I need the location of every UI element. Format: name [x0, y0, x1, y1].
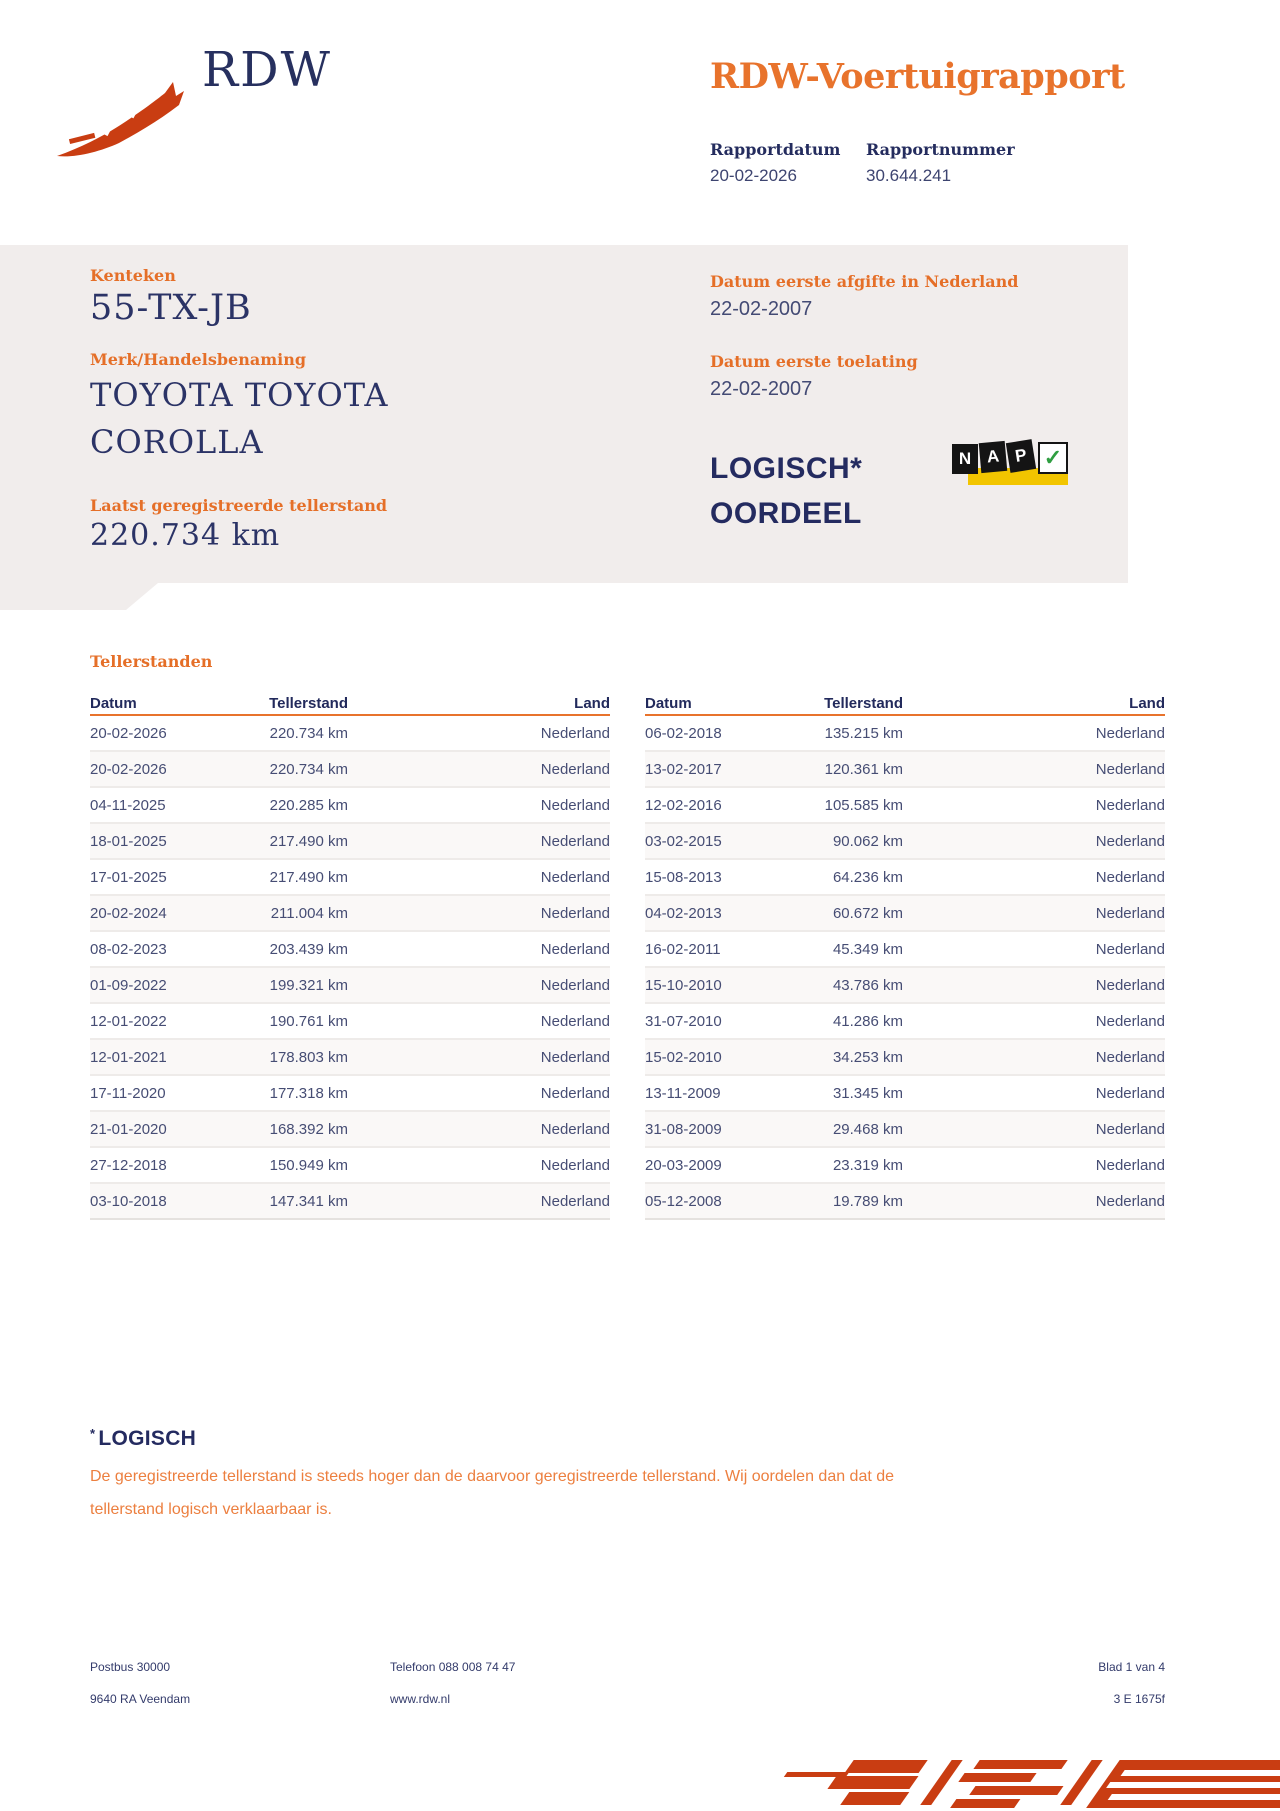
- afgifte-label: Datum eerste afgifte in Nederland: [710, 272, 1019, 291]
- table-cell: 20-02-2026: [90, 724, 167, 742]
- table-cell: 20-02-2026: [90, 760, 167, 778]
- table-cell: 20-03-2009: [645, 1156, 722, 1174]
- table-cell: Nederland: [1095, 1192, 1165, 1210]
- kenteken-value: 55-TX-JB: [90, 288, 252, 328]
- table-row: [90, 786, 610, 822]
- table-row: [645, 894, 1165, 930]
- table-cell: 34.253 km: [832, 1048, 903, 1066]
- table-cell: 150.949 km: [269, 1156, 348, 1174]
- table-row: [90, 1002, 610, 1038]
- table-cell: Nederland: [1095, 904, 1165, 922]
- report-number-label: Rapportnummer: [866, 140, 1015, 159]
- table-cell: 16-02-2011: [645, 940, 721, 958]
- table-row: [645, 786, 1165, 822]
- table-header-row: [645, 688, 1165, 716]
- afgifte-value: 22-02-2007: [710, 298, 813, 320]
- table-cell: 190.761 km: [269, 1012, 348, 1030]
- rdw-logo-icon: [55, 80, 187, 160]
- merk-label: Merk/Handelsbenaming: [90, 350, 307, 369]
- table-cell: Nederland: [1095, 1084, 1165, 1102]
- table-cell: 12-01-2022: [90, 1012, 167, 1030]
- table-row: [90, 894, 610, 930]
- toelating-label: Datum eerste toelating: [710, 352, 918, 371]
- table-row: [90, 930, 610, 966]
- table-cell: 13-02-2017: [645, 760, 722, 778]
- table-cell: 45.349 km: [832, 940, 903, 958]
- table-cell: Nederland: [540, 1012, 610, 1030]
- laatste-tellerstand-value: 220.734 km: [90, 518, 281, 553]
- table-row: [90, 750, 610, 786]
- table-cell: Nederland: [540, 796, 610, 814]
- table-cell: 43.786 km: [832, 976, 903, 994]
- page-title: RDW-Voertuigrapport: [710, 56, 1125, 97]
- column-header-datum: Datum: [90, 695, 137, 712]
- laatste-tellerstand-label: Laatst geregistreerde tellerstand: [90, 496, 388, 515]
- table-cell: 217.490 km: [269, 868, 348, 886]
- table-cell: Nederland: [540, 1084, 610, 1102]
- table-cell: Nederland: [540, 1120, 610, 1138]
- nap-letter-a: A: [979, 441, 1008, 473]
- table-cell: 01-09-2022: [90, 976, 167, 994]
- table-cell: Nederland: [1095, 1156, 1165, 1174]
- table-cell: 08-02-2023: [90, 940, 167, 958]
- rdw-logo-text: RDW: [202, 42, 332, 98]
- table-row: [90, 858, 610, 894]
- table-row: [645, 930, 1165, 966]
- merk-line2: COROLLA: [90, 423, 264, 461]
- oordeel-line2: OORDEEL: [710, 497, 862, 530]
- column-header-land: Land: [574, 695, 610, 712]
- table-cell: Nederland: [1095, 940, 1165, 958]
- footer-phone: Telefoon 088 008 74 47: [390, 1660, 516, 1674]
- table-cell: 19.789 km: [832, 1192, 903, 1210]
- logisch-explanation-title: [90, 1426, 196, 1451]
- report-number-value: 30.644.241: [866, 166, 952, 185]
- table-cell: Nederland: [540, 1192, 610, 1210]
- tellerstanden-table-left: [90, 688, 610, 1220]
- table-cell: 12-01-2021: [90, 1048, 167, 1066]
- table-cell: Nederland: [540, 832, 610, 850]
- tellerstanden-section-title: Tellerstanden: [90, 652, 213, 671]
- column-header-land: Land: [1129, 695, 1165, 712]
- table-cell: Nederland: [1095, 796, 1165, 814]
- footer-postbus: Postbus 30000: [90, 1660, 171, 1674]
- table-row: [645, 1110, 1165, 1146]
- table-row: [90, 1038, 610, 1074]
- footer-page-number: Blad 1 van 4: [1098, 1660, 1165, 1674]
- table-cell: 105.585 km: [824, 796, 903, 814]
- table-cell: Nederland: [1095, 1120, 1165, 1138]
- table-cell: Nederland: [540, 1156, 610, 1174]
- table-row: [645, 1182, 1165, 1218]
- table-cell: 220.734 km: [269, 724, 348, 742]
- table-cell: Nederland: [1095, 868, 1165, 886]
- table-cell: 15-10-2010: [645, 976, 722, 994]
- nap-letter-p: P: [1006, 439, 1036, 473]
- table-cell: 21-01-2020: [90, 1120, 167, 1138]
- table-cell: 05-12-2008: [645, 1192, 722, 1210]
- table-row: [90, 1182, 610, 1218]
- table-cell: 203.439 km: [269, 940, 348, 958]
- table-cell: 64.236 km: [832, 868, 903, 886]
- table-cell: 06-02-2018: [645, 724, 722, 742]
- footer-graphic: [700, 1756, 1280, 1811]
- table-cell: Nederland: [540, 868, 610, 886]
- oordeel-text: [710, 446, 862, 536]
- table-row: [90, 822, 610, 858]
- table-cell: 147.341 km: [269, 1192, 348, 1210]
- table-body: [645, 716, 1165, 1220]
- table-cell: Nederland: [1095, 832, 1165, 850]
- table-row: [90, 1074, 610, 1110]
- merk-line1: TOYOTA TOYOTA: [90, 376, 389, 414]
- table-row: [645, 716, 1165, 750]
- table-cell: Nederland: [1095, 724, 1165, 742]
- kenteken-label: Kenteken: [90, 266, 176, 285]
- table-cell: 41.286 km: [832, 1012, 903, 1030]
- table-cell: 04-02-2013: [645, 904, 722, 922]
- table-row: [90, 716, 610, 750]
- table-cell: 31-08-2009: [645, 1120, 722, 1138]
- table-row: [645, 966, 1165, 1002]
- table-cell: Nederland: [1095, 760, 1165, 778]
- table-cell: 217.490 km: [269, 832, 348, 850]
- table-cell: Nederland: [540, 940, 610, 958]
- table-row: [645, 1038, 1165, 1074]
- table-cell: 199.321 km: [269, 976, 348, 994]
- table-cell: Nederland: [1095, 1048, 1165, 1066]
- footer-city: 9640 RA Veendam: [90, 1692, 191, 1706]
- footer-doc-code: 3 E 1675f: [1113, 1692, 1165, 1706]
- table-cell: 60.672 km: [832, 904, 903, 922]
- table-row: [90, 966, 610, 1002]
- table-cell: 03-10-2018: [90, 1192, 167, 1210]
- table-cell: Nederland: [1095, 1012, 1165, 1030]
- table-cell: 03-02-2015: [645, 832, 722, 850]
- table-cell: Nederland: [1095, 976, 1165, 994]
- nap-check-icon: ✓: [1038, 442, 1068, 474]
- table-row: [90, 1110, 610, 1146]
- table-cell: 168.392 km: [269, 1120, 348, 1138]
- column-header-tellerstand: Tellerstand: [269, 695, 348, 712]
- table-cell: 178.803 km: [269, 1048, 348, 1066]
- report-date-value: 20-02-2026: [710, 166, 797, 185]
- tellerstanden-table-right: [645, 688, 1165, 1220]
- table-cell: 17-11-2020: [90, 1084, 166, 1102]
- table-row: [645, 1074, 1165, 1110]
- table-body: [90, 716, 610, 1220]
- table-row: [645, 858, 1165, 894]
- table-cell: Nederland: [540, 724, 610, 742]
- table-cell: 135.215 km: [824, 724, 903, 742]
- table-cell: 23.319 km: [832, 1156, 903, 1174]
- table-cell: 211.004 km: [270, 904, 348, 922]
- table-cell: 20-02-2024: [90, 904, 167, 922]
- table-cell: Nederland: [540, 904, 610, 922]
- table-row: [645, 1002, 1165, 1038]
- toelating-value: 22-02-2007: [710, 378, 813, 400]
- footer-website: www.rdw.nl: [390, 1692, 451, 1706]
- table-cell: Nederland: [540, 976, 610, 994]
- table-cell: 29.468 km: [832, 1120, 903, 1138]
- oordeel-line1: LOGISCH*: [710, 452, 863, 485]
- table-row: [90, 1146, 610, 1182]
- table-cell: 13-11-2009: [645, 1084, 721, 1102]
- table-cell: 12-02-2016: [645, 796, 722, 814]
- nap-logo: [952, 444, 1070, 492]
- column-header-tellerstand: Tellerstand: [824, 695, 903, 712]
- table-cell: 220.285 km: [269, 796, 348, 814]
- table-cell: 220.734 km: [269, 760, 348, 778]
- table-cell: Nederland: [540, 1048, 610, 1066]
- asterisk: *: [90, 1426, 96, 1441]
- table-cell: 27-12-2018: [90, 1156, 167, 1174]
- table-header-row: [90, 688, 610, 716]
- nap-letter-n: N: [952, 444, 978, 474]
- logisch-explanation-body: De geregistreerde tellerstand is steeds hoger dan de daarvoor geregistreerde tellerstand. Wij oordelen dan dat de tellerstand logisch verklaarbaar is.: [90, 1468, 895, 1518]
- table-cell: 15-08-2013: [645, 868, 722, 886]
- table-cell: 17-01-2025: [90, 868, 167, 886]
- table-row: [645, 1146, 1165, 1182]
- logisch-title-text: LOGISCH: [98, 1427, 197, 1450]
- column-header-datum: Datum: [645, 695, 692, 712]
- table-cell: 31-07-2010: [645, 1012, 722, 1030]
- table-cell: 120.361 km: [824, 760, 903, 778]
- table-cell: 31.345 km: [832, 1084, 903, 1102]
- merk-value: [90, 372, 388, 466]
- table-cell: 04-11-2025: [90, 796, 166, 814]
- table-row: [645, 822, 1165, 858]
- table-cell: 18-01-2025: [90, 832, 167, 850]
- table-cell: 90.062 km: [832, 832, 903, 850]
- table-cell: 177.318 km: [269, 1084, 348, 1102]
- table-cell: 15-02-2010: [645, 1048, 722, 1066]
- report-date-label: Rapportdatum: [710, 140, 841, 159]
- table-row: [645, 750, 1165, 786]
- table-cell: Nederland: [540, 760, 610, 778]
